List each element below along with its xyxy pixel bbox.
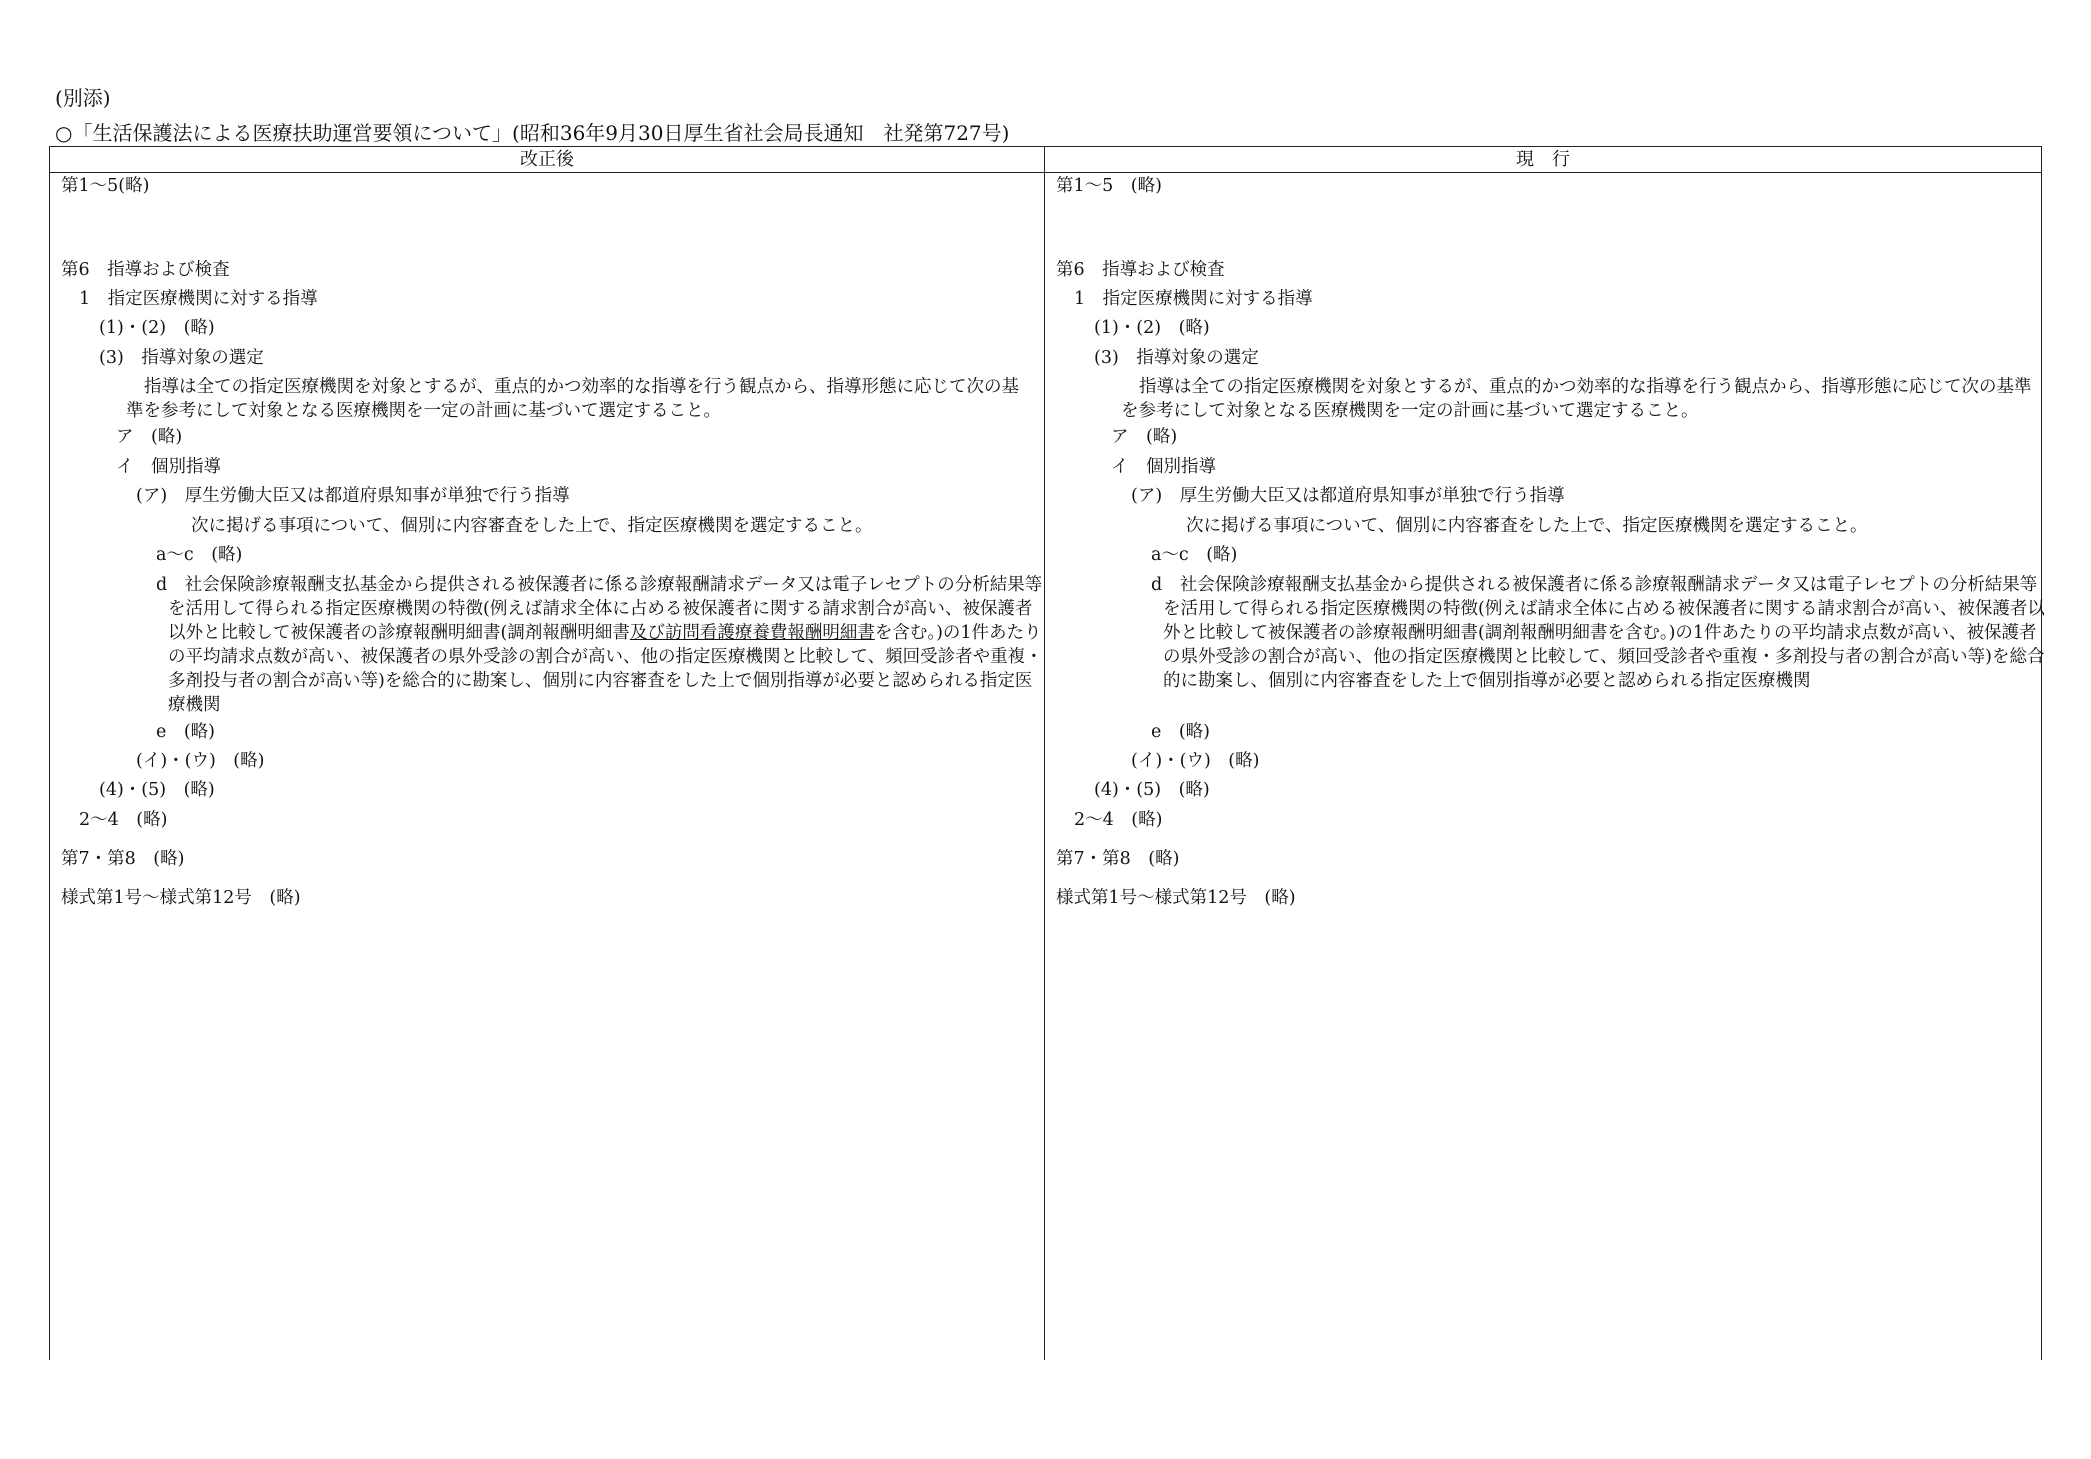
column-heading-revised: 改正後 <box>520 149 574 170</box>
item-4-5: (4)・(5) (略) <box>1094 780 1210 800</box>
item-1-heading: 1 指定医療機関に対する指導 <box>1074 289 1313 309</box>
item-d-part2: を含む。)の1件あたりの平均請求点数が高い、被保護者の県外受診の割合が高い、他の指定医療機関と比較して、頻回受診者や重複・多剤投与者の割合が高い等)を総合的に勘案し、個別に内容審査をした上で個別指導が必要と認められる指定医療機関 <box>168 623 1043 715</box>
item-ac: a～c (略) <box>1151 545 1238 565</box>
item-d-amended: 及び訪問看護療養費報酬明細書 <box>629 623 875 643</box>
item-3-heading: (3) 指導対象の選定 <box>1094 348 1259 368</box>
section-7-8: 第7・第8 (略) <box>61 849 185 869</box>
item-4-5: (4)・(5) (略) <box>99 780 215 800</box>
item-a: ア (略) <box>1111 427 1178 447</box>
item-d-text: d 社会保険診療報酬支払基金から提供される被保護者に係る診療報酬請求データ又は電子レセプトの分析結果等を活用して得られる指定医療機関の特徴(例えば請求全体に占める被保護者に関する請求割合が高い、被保護者以外と比較して被保護者の診療報酬明細書(調剤報酬明細書を含む。)の1件あたりの平均請求点数が高い、被保護者の県外受診の割合が高い、他の指定医療機関と比較して、頻回受診者や重複・多剤投与者の割合が高い等)を総合的に勘案し、個別に内容審査をした上で個別指導が必要と認められる指定医療機関 <box>1151 575 2045 691</box>
section-1-5: 第1～5 (略) <box>1056 176 1162 196</box>
section-7-8: 第7・第8 (略) <box>1056 849 1180 869</box>
forms: 様式第1号～様式第12号 (略) <box>1056 888 1296 908</box>
section-6-heading: 第6 指導および検査 <box>1056 260 1225 280</box>
item-i-a-heading: (ア) 厚生労働大臣又は都道府県知事が単独で行う指導 <box>136 486 570 506</box>
item-ac: a～c (略) <box>156 545 243 565</box>
item-d-part1: d 社会保険診療報酬支払基金から提供される被保護者に係る診療報酬請求データ又は電子レセプトの分析結果等を活用して得られる指定医療機関の特徴(例えば請求全体に占める被保護者に関する請求割合が高い、被保護者以外と比較して被保護者の診療報酬明細書(調剤報酬明細書 <box>156 575 1043 643</box>
item-1-2: (1)・(2) (略) <box>1094 318 1210 338</box>
item-i-a-heading: (ア) 厚生労働大臣又は都道府県知事が単独で行う指導 <box>1131 486 1565 506</box>
section-6-heading: 第6 指導および検査 <box>61 260 230 280</box>
comparison-table <box>49 146 2045 1360</box>
item-3-text: 指導は全ての指定医療機関を対象とするが、重点的かつ効率的な指導を行う観点から、指導形態に応じて次の基準を参考にして対象となる医療機関を一定の計画に基づいて選定すること。 <box>1121 377 2032 421</box>
attachment-label: (別添) <box>55 86 111 110</box>
item-i-a-text: 次に掲げる事項について、個別に内容審査をした上で、指定医療機関を選定すること。 <box>1186 516 1868 536</box>
item-2-4: 2～4 (略) <box>1074 810 1163 830</box>
document-title: ○「生活保護法による医療扶助運営要領について」(昭和36年9月30日厚生省社会局長通知 社発第727号) <box>55 121 1010 145</box>
item-e: e (略) <box>156 722 216 742</box>
section-1-5: 第1～5(略) <box>61 176 150 196</box>
item-3-text: 指導は全ての指定医療機関を対象とするが、重点的かつ効率的な指導を行う観点から、指導形態に応じて次の基準を参考にして対象となる医療機関を一定の計画に基づいて選定すること。 <box>126 377 1019 421</box>
item-2-4: 2～4 (略) <box>79 810 168 830</box>
item-3-heading: (3) 指導対象の選定 <box>99 348 264 368</box>
item-d-text <box>156 573 1048 717</box>
column-heading-current: 現 行 <box>1516 149 1570 170</box>
current-column <box>1056 174 2045 1354</box>
header-rule <box>50 172 2041 173</box>
item-e: e (略) <box>1151 722 1211 742</box>
revised-column <box>61 174 1043 1354</box>
item-i-heading: イ 個別指導 <box>1111 457 1216 477</box>
forms: 様式第1号～様式第12号 (略) <box>61 888 301 908</box>
item-i-heading: イ 個別指導 <box>116 457 221 477</box>
item-1-heading: 1 指定医療機関に対する指導 <box>79 289 318 309</box>
item-1-2: (1)・(2) (略) <box>99 318 215 338</box>
item-i-u: (イ)・(ウ) (略) <box>136 751 265 771</box>
column-divider <box>1044 147 1045 1360</box>
item-i-u: (イ)・(ウ) (略) <box>1131 751 1260 771</box>
item-i-a-text: 次に掲げる事項について、個別に内容審査をした上で、指定医療機関を選定すること。 <box>191 516 873 536</box>
item-a: ア (略) <box>116 427 183 447</box>
